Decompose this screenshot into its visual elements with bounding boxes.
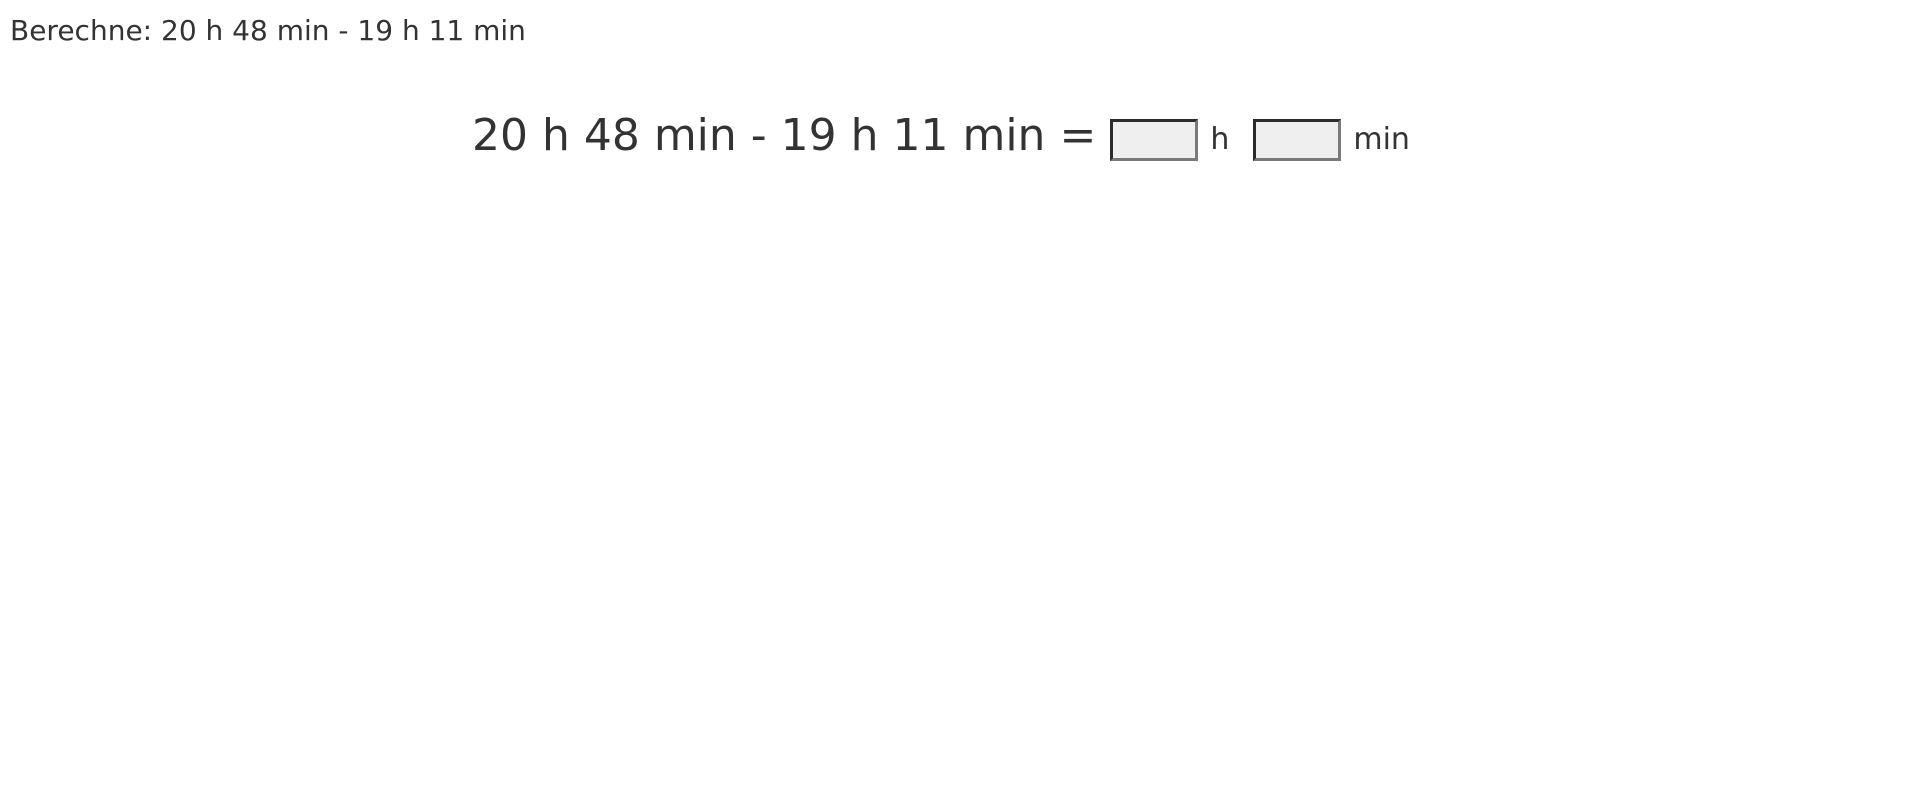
hours-answer-input[interactable] <box>1110 119 1198 161</box>
task-heading: Berechne: 20 h 48 min - 19 h 11 min <box>10 14 526 47</box>
minutes-answer-input[interactable] <box>1253 119 1341 161</box>
equation-expression: 20 h 48 min - 19 h 11 min <box>472 110 1046 161</box>
hours-unit-label: h <box>1210 122 1230 157</box>
equals-sign: = <box>1059 110 1097 161</box>
minutes-unit-label: min <box>1353 122 1410 157</box>
equation-row <box>472 108 1410 164</box>
